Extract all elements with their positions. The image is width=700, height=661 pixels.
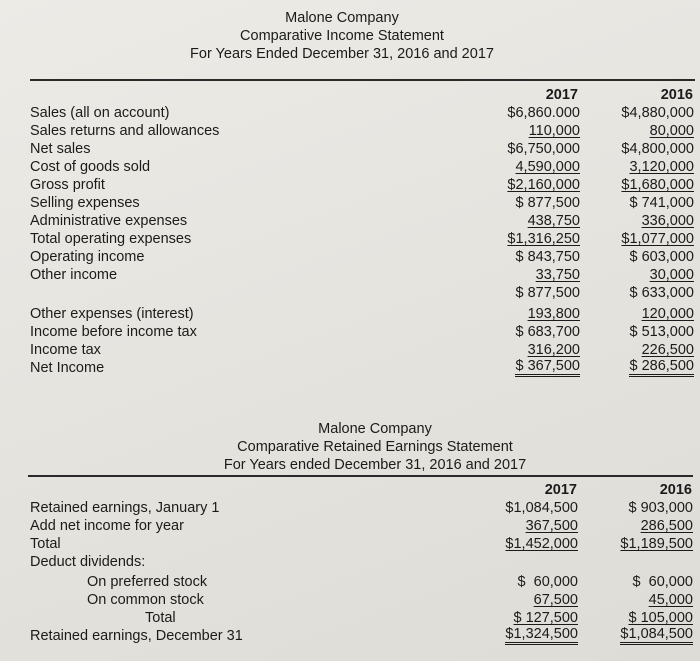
- row-label: Total: [30, 536, 61, 552]
- value-2016: $1,189,500: [620, 536, 693, 552]
- income-divider: [30, 79, 695, 81]
- value-2017: $ 127,500: [513, 610, 578, 626]
- retained-row-net-income: [0, 517, 700, 535]
- value-2017: 33,750: [535, 267, 580, 283]
- row-label: Sales returns and allowances: [30, 123, 220, 139]
- retained-divider: [28, 475, 693, 477]
- value-2016: $1,680,000: [621, 177, 694, 193]
- retained-row-preferred: [0, 573, 700, 591]
- value-2017: $2,160,000: [507, 177, 580, 193]
- row-label: Total: [145, 610, 176, 626]
- value-2017: $ 683,700: [515, 324, 580, 340]
- row-label: Sales (all on account): [30, 105, 170, 121]
- value-2017: $ 367,500: [515, 359, 580, 377]
- value-2016: 286,500: [640, 518, 693, 534]
- value-2017: $6,860.000: [507, 105, 580, 121]
- value-2017: 316,200: [527, 342, 580, 358]
- value-2016: $1,084,500: [620, 627, 693, 645]
- row-label: Retained earnings, January 1: [30, 500, 220, 516]
- value-2016: 226,500: [641, 342, 694, 358]
- row-label: Other expenses (interest): [30, 306, 194, 322]
- value-2016: 30,000: [649, 267, 694, 283]
- row-label: Other income: [30, 267, 118, 283]
- row-label: On preferred stock: [87, 574, 208, 590]
- row-label: Retained earnings, December 31: [30, 628, 243, 644]
- retained-row-ending: [0, 627, 700, 645]
- retained-row-deduct-dividends: [0, 553, 700, 571]
- value-2017: $ 877,500: [515, 285, 580, 301]
- retained-row-beginning: [0, 499, 700, 517]
- row-label: Cost of goods sold: [30, 159, 151, 175]
- value-2016: $ 903,000: [628, 500, 693, 516]
- income-row-other-expenses: [0, 305, 700, 323]
- value-2016: 120,000: [641, 306, 694, 322]
- value-2016: 45,000: [648, 592, 693, 608]
- value-2016: $4,800,000: [621, 141, 694, 157]
- value-2016: $ 603,000: [629, 249, 694, 265]
- row-label: On common stock: [87, 592, 204, 608]
- retained-statement-title: Comparative Retained Earnings Statement: [237, 439, 513, 455]
- income-row-tax: [0, 341, 700, 359]
- value-2016: $ 60,000: [632, 574, 693, 590]
- value-2017: 4,590,000: [515, 159, 580, 175]
- retained-row-common: [0, 591, 700, 609]
- income-row-selling: [0, 194, 700, 212]
- value-2016: $ 105,000: [628, 610, 693, 626]
- value-2017: $1,452,000: [505, 536, 578, 552]
- retained-statement-period: For Years ended December 31, 2016 and 2017: [223, 457, 527, 473]
- row-label: Deduct dividends:: [30, 554, 146, 570]
- value-2016: $ 741,000: [629, 195, 694, 211]
- value-2017: 438,750: [527, 213, 580, 229]
- row-label: Net sales: [30, 141, 91, 157]
- income-row-pretax: [0, 323, 700, 341]
- income-year-2016: 2016: [660, 87, 693, 103]
- value-2017: $ 877,500: [515, 195, 580, 211]
- row-label: Administrative expenses: [30, 213, 188, 229]
- value-2017: 110,000: [528, 123, 580, 139]
- value-2017: $1,316,250: [507, 231, 580, 247]
- income-year-header: [0, 86, 700, 104]
- value-2017: $1,324,500: [505, 627, 578, 645]
- value-2016: $ 286,500: [629, 359, 694, 377]
- income-row-net-sales: [0, 140, 700, 158]
- income-row-admin: [0, 212, 700, 230]
- value-2016: 3,120,000: [629, 159, 694, 175]
- retained-row-dividends-total: [0, 609, 700, 627]
- income-row-operating-income: [0, 248, 700, 266]
- value-2017: $6,750,000: [507, 141, 580, 157]
- income-row-other-income: [0, 266, 700, 284]
- row-label: Selling expenses: [30, 195, 140, 211]
- income-row-returns: [0, 122, 700, 140]
- income-row-gross-profit: [0, 176, 700, 194]
- income-company-name: Malone Company: [285, 10, 399, 26]
- row-label: Net Income: [30, 360, 105, 376]
- row-label: Operating income: [30, 249, 145, 265]
- retained-company-name: Malone Company: [318, 421, 432, 437]
- income-row-net-income: [0, 359, 700, 377]
- value-2016: $4,880,000: [621, 105, 694, 121]
- row-label: Total operating expenses: [30, 231, 192, 247]
- retained-year-2016: 2016: [659, 482, 692, 498]
- row-label: Gross profit: [30, 177, 105, 193]
- row-label: Income before income tax: [30, 324, 197, 340]
- row-label: Add net income for year: [30, 518, 184, 534]
- income-year-2017: 2017: [545, 87, 578, 103]
- income-statement-period: For Years Ended December 31, 2016 and 2017: [190, 46, 494, 62]
- retained-year-2017: 2017: [544, 482, 577, 498]
- income-row-sales: [0, 104, 700, 122]
- income-row-subtotal: [0, 284, 700, 302]
- value-2016: $ 513,000: [629, 324, 694, 340]
- row-label: Income tax: [30, 342, 101, 358]
- value-2017: 367,500: [525, 518, 578, 534]
- income-row-total-opex: [0, 230, 700, 248]
- value-2017: 67,500: [533, 592, 578, 608]
- value-2016: $ 633,000: [629, 285, 694, 301]
- value-2016: $1,077,000: [621, 231, 694, 247]
- retained-row-total: [0, 535, 700, 553]
- value-2016: 80,000: [649, 123, 694, 139]
- income-row-cogs: [0, 158, 700, 176]
- income-statement-title: Comparative Income Statement: [240, 28, 444, 44]
- value-2017: $ 60,000: [517, 574, 578, 590]
- value-2017: 193,800: [527, 306, 580, 322]
- value-2016: 336,000: [641, 213, 694, 229]
- retained-year-header: [0, 481, 700, 499]
- value-2017: $1,084,500: [505, 500, 578, 516]
- value-2017: $ 843,750: [515, 249, 580, 265]
